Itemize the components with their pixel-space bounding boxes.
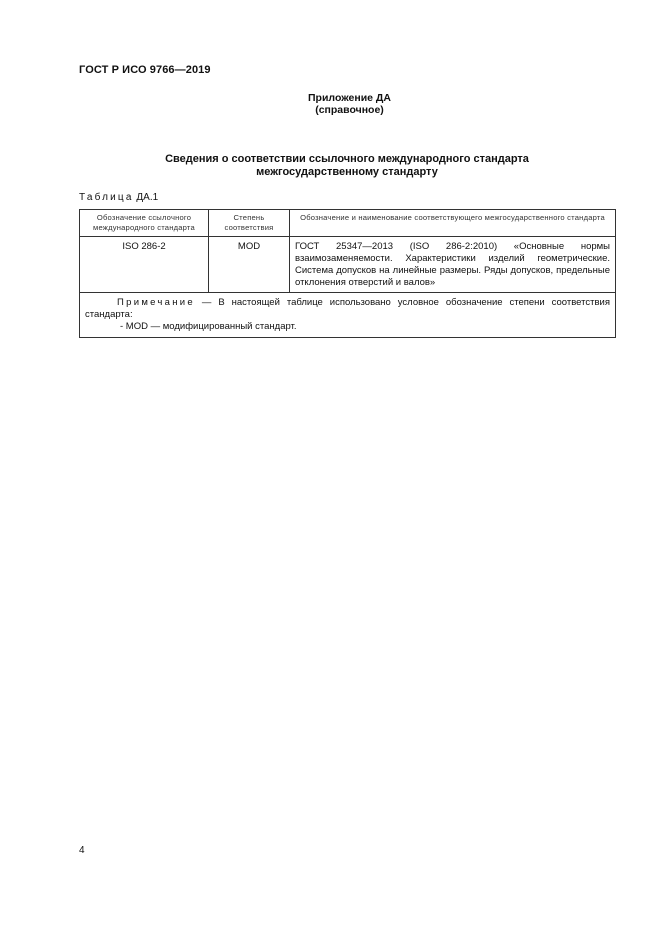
note-label: Примечание bbox=[117, 297, 195, 308]
section-title-line-1: Сведения о соответствии ссылочного международного стандарта bbox=[165, 153, 529, 165]
table-note-row bbox=[80, 293, 616, 338]
section-title bbox=[79, 153, 615, 179]
correspondence-table bbox=[79, 209, 616, 338]
note-body: — В настоящей таблице использовано условное обозначение степени соответствия стандарта: bbox=[85, 297, 610, 320]
table-header-row bbox=[80, 210, 616, 237]
cell-intl-standard: ISO 286-2 bbox=[80, 237, 209, 293]
cell-interstate-standard: ГОСТ 25347—2013 (ISO 286-2:2010) «Основные нормы взаимозаменяемости. Характеристики изделий геометрические. Система допусков на линейные размеры. Ряды допусков, предельные отклонения отверстий и валов» bbox=[290, 237, 616, 293]
cell-degree: MOD bbox=[209, 237, 290, 293]
page-number: 4 bbox=[79, 845, 85, 856]
appendix-subtitle: (справочное) bbox=[315, 104, 384, 116]
table-note bbox=[80, 293, 616, 338]
table-row bbox=[80, 237, 616, 293]
note-item: - MOD — модифицированный стандарт. bbox=[120, 321, 297, 332]
appendix-title: Приложение ДА bbox=[308, 92, 391, 104]
section-title-line-2: межгосударственному стандарту bbox=[256, 166, 438, 178]
header-intl-standard: Обозначение ссылочного международного стандарта bbox=[80, 210, 209, 237]
table-caption-label: Таблица bbox=[79, 192, 134, 203]
note-text bbox=[85, 297, 610, 321]
header-interstate-standard: Обозначение и наименование соответствующего межгосударственного стандарта bbox=[290, 210, 616, 237]
table-caption-number: ДА.1 bbox=[136, 192, 159, 203]
header-degree: Степень соответствия bbox=[209, 210, 290, 237]
appendix-heading bbox=[0, 92, 661, 116]
document-code-header: ГОСТ Р ИСО 9766—2019 bbox=[79, 64, 211, 76]
table-caption bbox=[79, 192, 158, 203]
